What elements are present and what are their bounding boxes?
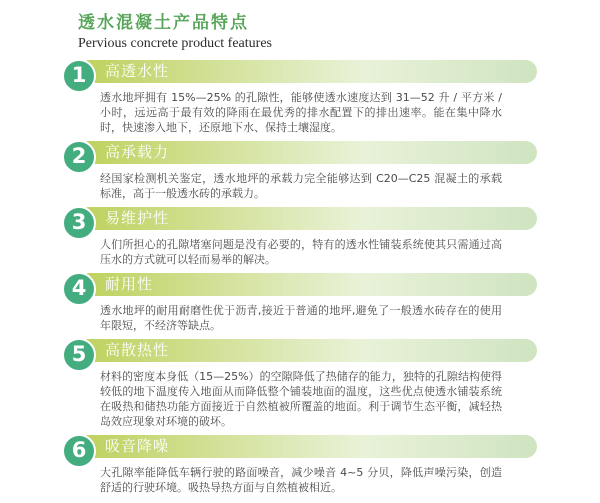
feature-title: 易维护性 [105,209,170,227]
feature-title: 耐用性 [105,275,154,293]
feature-header [62,60,600,87]
feature-title-bar [78,60,537,83]
doc-header [0,0,600,52]
page-title: 透水混凝土产品特点 [78,13,249,33]
feature-description: 透水地坪拥有 15%—25% 的孔隙性，能够使透水速度达到 31—52 升 / 平方米 / 小时，远远高于最有效的降雨在最优秀的排水配置下的排出速率。能在集中降水时，快速渗入地下，还原地下水、保持土壤湿度。 [100,91,502,134]
feature-title: 高透水性 [105,62,170,80]
feature-number-badge [62,272,96,306]
feature-header [62,435,600,462]
feature-title-bar [78,141,537,164]
feature-section [62,273,600,333]
feature-title-bar [78,435,537,458]
feature-number-badge [62,59,96,93]
feature-title-bar [78,207,537,230]
feature-title-bar [78,273,537,296]
feature-number-badge [62,206,96,240]
feature-number: 1 [71,62,87,87]
feature-description: 大孔隙率能降低车辆行驶的路面噪音，减少噪音 4~5 分贝，降低声噪污染，创造舒适的行驶环境。吸热导热方面与自然植被相近。 [100,466,502,494]
feature-description: 材料的密度本身低（15—25%）的空隙降低了热储存的能力，独特的孔隙结构使得较低的地下温度传入地面从而降低整个铺装地面的温度，这些优点使透水铺装系统在吸热和储热功能方面接近于自然植被所覆盖的地面。利于调节生态平衡，减轻热岛效应现象对环境的破坏。 [100,370,502,428]
feature-section [62,435,600,495]
feature-header [62,273,600,300]
features-list [62,60,600,495]
feature-number-badge [62,338,96,372]
page-subtitle: Pervious concrete product features [78,36,272,51]
feature-number: 6 [71,437,87,462]
feature-section [62,141,600,201]
feature-title-bar [78,339,537,362]
feature-header [62,141,600,168]
feature-title: 高散热性 [105,341,170,359]
feature-title: 吸音降噪 [105,437,170,455]
feature-number: 4 [71,275,87,300]
feature-number-badge [62,140,96,174]
feature-header [62,207,600,234]
feature-header [62,339,600,366]
feature-description: 经国家检测机关鉴定，透水地坪的承载力完全能够达到 C20—C25 混凝土的承载标准，高于一般透水砖的承载力。 [100,172,502,200]
feature-title: 高承载力 [105,143,170,161]
feature-section [62,339,600,429]
feature-description: 人们所担心的孔隙堵塞问题是没有必要的，特有的透水性铺装系统使其只需通过高压水的方式就可以轻而易举的解决。 [100,238,502,266]
feature-number-badge [62,434,96,468]
feature-section [62,60,600,135]
feature-description: 透水地坪的耐用耐磨性优于沥青,接近于普通的地坪,避免了一般透水砖存在的使用年限短，不经济等缺点。 [100,304,502,332]
feature-number: 2 [71,143,87,168]
feature-section [62,207,600,267]
feature-number: 3 [71,209,87,234]
feature-number: 5 [71,341,87,366]
